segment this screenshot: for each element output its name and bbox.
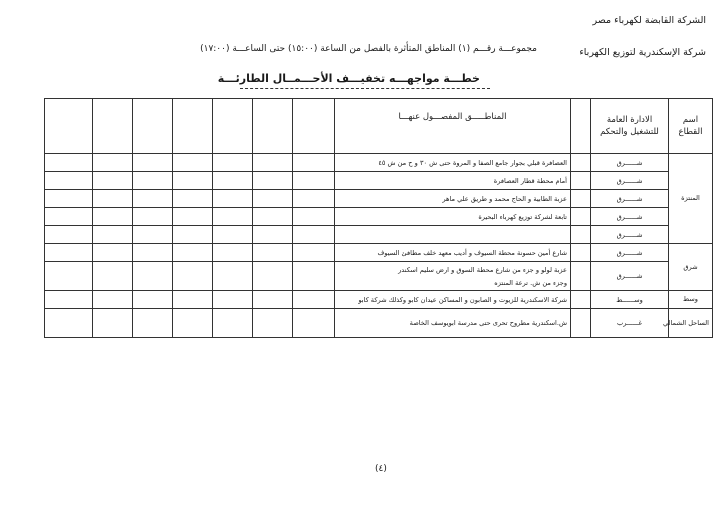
- admin-cell: شــــــرق: [591, 244, 669, 262]
- blank-cell: [571, 190, 591, 208]
- blank-cell: [93, 309, 133, 338]
- blank-cell: [293, 190, 335, 208]
- area-cell: [335, 262, 571, 291]
- blank-cell: [173, 244, 213, 262]
- header-blank: [93, 99, 133, 154]
- header-blank: [133, 99, 173, 154]
- header-blank: [45, 99, 93, 154]
- blank-cell: [293, 262, 335, 291]
- area-cell: تابعة لشركة توزيع كهرباء البحيرة: [335, 208, 571, 226]
- table-row: [45, 190, 713, 208]
- blank-cell: [253, 154, 293, 172]
- blank-cell: [173, 154, 213, 172]
- blank-cell: [45, 154, 93, 172]
- area-cell: ش.اسكندرية مطروح تحرى حتى مدرسة ابويوسف الخاصة: [335, 309, 571, 338]
- blank-cell: [571, 208, 591, 226]
- blank-cell: [93, 262, 133, 291]
- blank-cell: [93, 291, 133, 309]
- blank-cell: [213, 154, 253, 172]
- blank-cell: [133, 244, 173, 262]
- table-header-row: [45, 99, 713, 154]
- area-cell: عزبة الطابية و الحاج محمد و طريق علي ماهر: [335, 190, 571, 208]
- blank-cell: [253, 172, 293, 190]
- blank-cell: [293, 244, 335, 262]
- header-blank: [571, 99, 591, 154]
- blank-cell: [45, 262, 93, 291]
- table-row: [45, 172, 713, 190]
- table-row: [45, 208, 713, 226]
- sector-cell: شرق: [669, 244, 713, 291]
- blank-cell: [45, 291, 93, 309]
- area-cell: أمام محطة قطار العصافرة: [335, 172, 571, 190]
- blank-cell: [213, 190, 253, 208]
- blank-cell: [133, 208, 173, 226]
- blank-cell: [93, 244, 133, 262]
- blank-cell: [173, 208, 213, 226]
- blank-cell: [45, 244, 93, 262]
- blank-cell: [133, 262, 173, 291]
- blank-cell: [93, 172, 133, 190]
- blank-cell: [571, 226, 591, 244]
- blank-cell: [133, 309, 173, 338]
- company-distribution-name: شركة الإسكندرية لتوزيع الكهرباء: [579, 47, 706, 58]
- blank-cell: [45, 226, 93, 244]
- blank-cell: [293, 291, 335, 309]
- blank-cell: [173, 291, 213, 309]
- table-row: [45, 291, 713, 309]
- blank-cell: [571, 262, 591, 291]
- blank-cell: [93, 190, 133, 208]
- blank-cell: [133, 172, 173, 190]
- page-number: (٤): [375, 464, 387, 474]
- header-blank: [213, 99, 253, 154]
- blank-cell: [173, 226, 213, 244]
- admin-cell: شــــــرق: [591, 208, 669, 226]
- blank-cell: [133, 154, 173, 172]
- plan-title-underline: [240, 88, 490, 89]
- area-line: عزبة لولو و جزء من شارع محطة السوق و ارض سليم اسكندر: [398, 265, 567, 274]
- area-cell: شارع أمين حسونة محطة السيوف و أديب معهد خلف مطافئ السيوف: [335, 244, 571, 262]
- area-cell: شركة الاسكندرية للزيوت و الصابون و المساكن عيدان كابو وكذلك شركة كابو: [335, 291, 571, 309]
- blank-cell: [253, 291, 293, 309]
- blank-cell: [571, 309, 591, 338]
- blank-cell: [45, 172, 93, 190]
- area-line: وجزء من ش. ترعة المنتزه: [494, 278, 567, 287]
- blank-cell: [213, 244, 253, 262]
- table-row: [45, 244, 713, 262]
- blank-cell: [571, 172, 591, 190]
- header-blank: [293, 99, 335, 154]
- blank-cell: [571, 154, 591, 172]
- blank-cell: [571, 244, 591, 262]
- blank-cell: [213, 291, 253, 309]
- blank-cell: [293, 172, 335, 190]
- table-row: [45, 226, 713, 244]
- blank-cell: [253, 190, 293, 208]
- blank-cell: [253, 244, 293, 262]
- blank-cell: [173, 172, 213, 190]
- blank-cell: [293, 309, 335, 338]
- sector-cell: وسط: [669, 291, 713, 309]
- sector-cell: المنتزة: [669, 154, 713, 244]
- blank-cell: [213, 262, 253, 291]
- blank-cell: [45, 190, 93, 208]
- blank-cell: [213, 309, 253, 338]
- admin-cell: غــــــرب: [591, 309, 669, 338]
- blank-cell: [173, 190, 213, 208]
- admin-cell: شــــــرق: [591, 262, 669, 291]
- blank-cell: [213, 208, 253, 226]
- header-areas: المناطـــــق المفصـــول عنهـــا: [335, 99, 571, 154]
- table-row: [45, 309, 713, 338]
- blank-cell: [93, 154, 133, 172]
- blank-cell: [293, 154, 335, 172]
- blank-cell: [253, 226, 293, 244]
- load-shedding-table: [44, 98, 713, 338]
- blank-cell: [253, 309, 293, 338]
- blank-cell: [93, 208, 133, 226]
- sector-cell: الساحل الشمالي: [669, 309, 713, 338]
- blank-cell: [133, 226, 173, 244]
- blank-cell: [133, 190, 173, 208]
- blank-cell: [293, 208, 335, 226]
- group-schedule-line: مجموعـــة رقـــم (١) المناطق المتأثرة بالفصل من الساعة (١٥:٠٠) حتى الساعـــة (١٧:٠٠): [200, 44, 537, 54]
- blank-cell: [571, 291, 591, 309]
- header-blank: [253, 99, 293, 154]
- blank-cell: [253, 208, 293, 226]
- area-cell: [335, 226, 571, 244]
- blank-cell: [213, 172, 253, 190]
- plan-title: خطـــة مواجهـــه تخفيـــف الأحـــمــال الطارئـــة: [217, 72, 480, 85]
- header-admin: الادارة العامة للتشغيل والتحكم: [591, 99, 669, 154]
- area-cell: العصافرة قبلي بجوار جامع الصفا و المروة حتى ش ٣٠ و ح من ش ٤٥: [335, 154, 571, 172]
- blank-cell: [45, 208, 93, 226]
- table-row: [45, 262, 713, 291]
- header-sector: اسم القطاع: [669, 99, 713, 154]
- blank-cell: [173, 309, 213, 338]
- admin-cell: شــــــرق: [591, 154, 669, 172]
- admin-cell: وســــــط: [591, 291, 669, 309]
- blank-cell: [93, 226, 133, 244]
- table-row: [45, 154, 713, 172]
- blank-cell: [133, 291, 173, 309]
- blank-cell: [213, 226, 253, 244]
- blank-cell: [253, 262, 293, 291]
- blank-cell: [173, 262, 213, 291]
- admin-cell: شــــــرق: [591, 172, 669, 190]
- blank-cell: [293, 226, 335, 244]
- blank-cell: [45, 309, 93, 338]
- admin-cell: شــــــرق: [591, 226, 669, 244]
- header-blank: [173, 99, 213, 154]
- company-holding-name: الشركة القابضة لكهرباء مصر: [592, 15, 706, 26]
- admin-cell: شــــــرق: [591, 190, 669, 208]
